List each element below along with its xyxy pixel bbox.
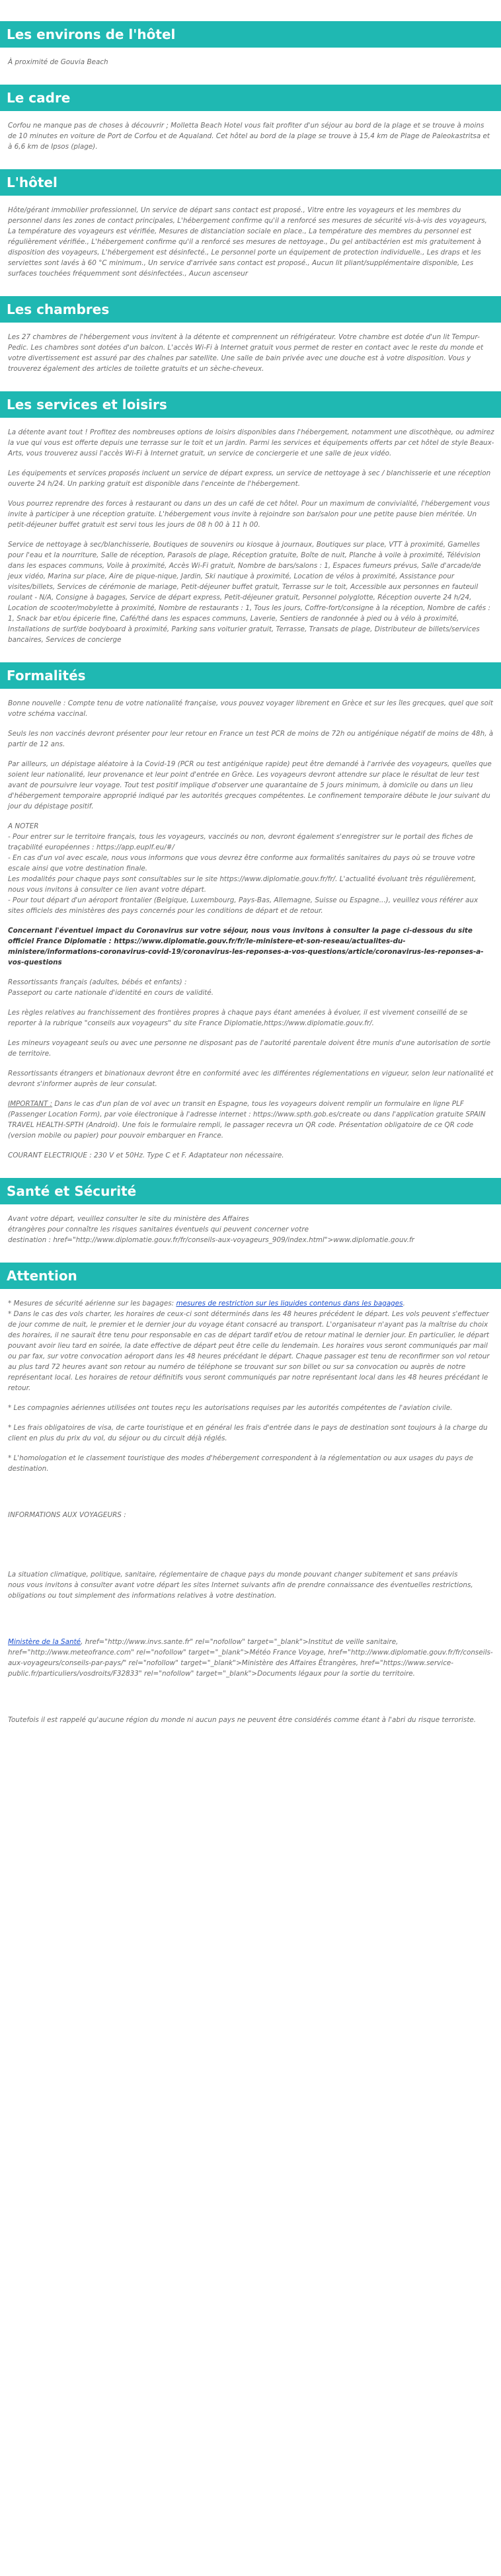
courant-electrique: COURANT ELECTRIQUE : 230 V et 50Hz. Type C et F. Adaptateur non nécessaire. [8,1151,284,1159]
note-title: A NOTER [8,822,39,830]
ressortissants-francais [8,977,494,998]
section-attention [0,1263,501,1725]
attention-compagnies: * Les compagnies aériennes utilisées ont toutes reçu les autorisations requises par les autorités compétentes de l'aviation civile. [8,1404,453,1412]
section-title-hotel: L'hôtel [0,169,501,196]
situation-line: La situation climatique, politique, sanitaire, réglementaire de chaque pays du monde pouvant changer subitement et sans préavis [8,1571,458,1579]
sante-line: Avant votre départ, veuillez consulter le site du ministère des Affaires [8,1215,249,1223]
section-cadre [0,85,501,152]
section-title-services: Les services et loisirs [0,391,501,418]
section-sante [0,1178,501,1245]
bagages-suffix: . [403,1300,405,1308]
important-text: Dans le cas d'un plan de vol avec un transit en Espagne, tous les voyageurs doivent remplir un formulaire en ligne PLF (Passenger Location Form), par voie électronique à l'adresse internet : https://www.spth.gob.es/create ou dans l'application gratuite SPAIN TRAVEL HEALTH-SPTH (Android). Une fois le formulaire rempli, le passager recevra un QR code. Présentation obligatoire de ce QR code (version mobile ou papier) pour pouvoir embarquer en France. [8,1100,486,1140]
section-services [0,391,501,645]
services-paragraph-1: La détente avant tout ! Profitez des nombreuses options de loisirs disponibles dans l'hébergement, notamment une discothèque, ou admirez la vue qui vous est offerte depuis une terrasse sur le toit et un jardin. Parmi les services et équipements offerts par cet hôtel de style Beaux-Arts, vous trouverez aussi l'accès Wi-Fi à Internet gratuit, un service de conciergerie et une salle de jeux vidéo. [8,428,494,457]
section-title-cadre: Le cadre [0,85,501,111]
section-body-formalites [0,698,501,1161]
coronavirus-info: Concernant l'éventuel impact du Coronavirus sur votre séjour, nous vous invitons à consulter la page ci-dessous du site officiel France Diplomatie : https://www.diplomatie.gouv.fr/fr/le-ministere-et-son-reseau/actualites-du-ministere/informations-coronavirus-covid-19/coronavirus-les-reponses-a-vos-questions/article/coronavirus-les-reponses-a-vos-questions [8,927,484,966]
formalites-paragraph-7: Ressortissants étrangers et binationaux devront être en conformité avec les différentes réglementations en vigueur, selon leur nationalité et devront s'informer auprès de leur consulat. [8,1070,494,1088]
formalites-paragraph-5: Les règles relatives au franchissement des frontières propres à chaque pays étant amenées à évoluer, il est vivement conseillé de se reporter à la rubrique "conseils aux voyageurs" du site France Diplomatie,https://www.diplomatie.gouv.fr/. [8,1009,468,1027]
spacer [8,1688,494,1715]
section-title-environs: Les environs de l'hôtel [0,21,501,48]
environs-text: À proximité de Gouvia Beach [8,58,108,66]
sante-line: étrangères pour connaître les risques sanitaires éventuels qui peuvent concerner votre [8,1226,309,1233]
formalites-paragraph-2: Seuls les non vaccinés devront présenter pour leur retour en France un test PCR de moins de 72h ou antigénique négatif de moins de 48h, à partir de 12 ans. [8,730,494,748]
section-hotel [0,169,501,279]
spacer [8,1530,494,1569]
note-line: - Pour tout départ d'un aéroport frontalier (Belgique, Luxembourg, Pays-Bas, Allemagne, Suisse ou Espagne...), veuillez vous référer aux sites officiels des ministères des pays concernés pour les conditions de départ et de retour. [8,896,479,915]
section-body-sante [0,1214,501,1245]
ministere-sante-link[interactable]: Ministère de la Santé [8,1638,81,1646]
services-paragraph-2: Les équipements et services proposés incluent un service de départ express, un service de nettoyage à sec / blanchisserie et une réception ouverte 24 h/24. Un parking gratuit est disponible dans l'enceinte de l'hébergement. [8,469,491,488]
section-chambres [0,296,501,374]
cadre-text: Corfou ne manque pas de choses à découvrir ; Molletta Beach Hotel vous fait profiter d'un séjour au bord de la plage et se trouve à moins de 10 minutes en voiture de Port de Corfou et de Aqualand. Cet hôtel au bord de la plage se trouve à 15,4 km de Plage de Paleokastritsa et à 6,6 km de Ipsos (plage). [8,122,490,151]
section-formalites [0,662,501,1161]
formalites-paragraph-3: Par ailleurs, un dépistage aléatoire à la Covid-19 (PCR ou test antigénique rapide) peut être demandé à l'arrivée des voyageurs, quelles que soient leur nationalité, leur provenance et leur point d'entrée en Grèce. Les voyageurs devront attendre sur place le résultat de leur test avant de poursuivre leur voyage. Tout test positif implique d'observer une quarantaine de 5 jours minimum, à domicile ou dans un lieu d'hébergement temporaire approprié indiqué par les autorités grecques compétentes. Le confinement temporaire débute le jour suivant du jour du dépistage positif. [8,760,492,810]
ressortissants-label: Ressortissants français (adultes, bébés et enfants) : [8,978,187,986]
situation-line: nous vous invitons à consulter avant votre départ les sites Internet suivants afin de prendre connaissance des éventuelles restrictions, obligations ou tout simplement des informations relatives à votre destination. [8,1581,473,1600]
bagages-prefix: * Mesures de sécurité aérienne sur les bagages: [8,1300,176,1308]
formalites-paragraph-6: Les mineurs voyageant seuls ou avec une personne ne disposant pas de l'autorité parentale doivent être munis d'une autorisation de sortie de territoire. [8,1039,491,1058]
section-title-sante: Santé et Sécurité [0,1178,501,1204]
formalites-paragraph-1: Bonne nouvelle : Compte tenu de votre nationalité française, vous pouvez voyager librement en Grèce et sur les îles grecques, quel que soit votre schéma vaccinal. [8,699,493,718]
section-title-chambres: Les chambres [0,296,501,323]
section-body-hotel [0,205,501,279]
informations-voyageurs: INFORMATIONS AUX VOYAGEURS : [8,1511,126,1519]
liquides-restriction-link[interactable]: mesures de restriction sur les liquides contenus dans les bagages [176,1300,403,1308]
section-title-formalites: Formalités [0,662,501,689]
hotel-text: Hôte/gérant immobilier professionnel, Un service de départ sans contact est proposé., Vitre entre les voyageurs et les membres du personnel dans les zones de contact principales, L'hébergement confirme qu'il a renforcé ses mesures de sécurité vis-à-vis des voyageurs, La température des voyageurs est vérifiée, Mesures de distanciation sociale en place., La température des membres du personnel est régulièrement vérifiée., L'hébergement confirme qu'il a renforcé ses mesures de nettoyage., Du gel antibactérien est mis gratuitement à disposition des voyageurs, L'hébergement est désinfecté., Le personnel porte un équipement de protection individuelle., Les draps et les serviettes sont lavés à 60 °C minimum., Un service d'arrivée sans contact est proposé., Aucun lit pliant/supplémentaire disponible, Les surfaces touchées fréquemment sont désinfectées., Aucun ascenseur [8,206,487,278]
attention-frais-visa: * Les frais obligatoires de visa, de carte touristique et en général les frais d'entrée dans le pays de destination sont toujours à la charge du client en plus du prix du vol, du séjour ou du circuit déjà réglés. [8,1424,488,1442]
section-body-chambres [0,332,501,374]
liens-officiels-text: , href="http://www.invs.sante.fr" rel="nofollow" target="_blank">Institut de veille sanitaire, href="http://www.meteofrance.com" rel="nofollow" target="_blank">Météo France Voyage, href="http://www.diplomatie.gouv.fr/fr/conseils-aux-voyageurs/conseils-par-pays/" rel="nofollow" target="_blank">Ministère des Affaires Étrangères, href="https://www.service-public.fr/particuliers/vosdroits/F32833" rel="nofollow" target="_blank">Documents légaux pour la sortie du territoire. [8,1638,493,1678]
important-label: IMPORTANT : [8,1100,53,1108]
attention-liens-officiels [8,1637,494,1679]
section-body-attention [0,1298,501,1725]
section-environs [0,21,501,67]
formalites-note [8,821,494,916]
attention-bagages [8,1298,494,1309]
chambres-text: Les 27 chambres de l'hébergement vous invitent à la détente et comprennent un réfrigérateur. Votre chambre est dotée d'un lit Tempur-Pedic. Les chambres sont dotées d'un balcon. L'accès Wi-Fi à Internet gratuit vous permet de rester en contact avec le reste du monde et votre divertissement est assuré par des chaînes par satellite. Une salle de bain privée avec une douche est à votre disposition. Vous y trouverez également des articles de toilette gratuits et un sèche-cheveux. [8,333,484,373]
attention-homologation: * L'homologation et le classement touristique des modes d'hébergement correspondent à la réglementation ou aux usages du pays de destination. [8,1454,473,1473]
ressortissants-documents: Passeport ou carte nationale d'identité en cours de validité. [8,989,214,997]
section-body-services [0,427,501,645]
attention-vols-charter: * Dans le cas des vols charter, les horaires de ceux-ci sont déterminés dans les 48 heures précédent le départ. Les vols peuvent s'effectuer de jour comme de nuit, le premier et le dernier jour du voyage étant consacré au transport. L'organisateur n'ayant pas la maîtrise du choix des horaires, il ne saurait être tenu pour responsable en cas de départ tardif et/ou de retour matinal le dernier jour. En particulier, le départ pouvant avoir lieu tard en soirée, la date effective de départ peut être celle du lendemain. Les horaires vous seront communiqués par mail ou par fax, sur votre convocation aéroport dans les 48 heures précédant le départ. Chaque passager est tenu de reconfirmer son vol retour au plus tard 72 heures avant son retour au numéro de téléphone se trouvant sur son billet ou sur sa convocation ou auprès de notre représentant local. Les horaires de retour définitifs vous seront communiqués par notre représentant local dans les 48 heures précédant le retour. [8,1310,490,1392]
spacer [8,1483,494,1510]
services-paragraph-3: Vous pourrez reprendre des forces à restaurant ou dans un des un café de cet hôtel. Pour un maximum de convivialité, l'hébergement vous invite à participer à une réception gratuite. L'hébergement vous invite à rejoindre son bar/salon pour une petite pause bien méritée. Un petit-déjeuner buffet gratuit est servi tous les jours de 08 h 00 à 11 h 00. [8,500,490,529]
important-notice [8,1099,494,1141]
note-line: Les modalités pour chaque pays sont consultables sur le site https://www.diplomatie.gouv.fr/fr/. L'actualité évoluant très régulièrement, nous vous invitons à consulter ce lien avant votre départ. [8,875,477,894]
sante-line: destination : href="http://www.diplomatie.gouv.fr/fr/conseils-aux-voyageurs_909/index.html">www.diplomatie.gouv.fr [8,1236,414,1244]
section-body-environs [0,57,501,67]
note-line: - En cas d'un vol avec escale, nous vous informons que vous devrez être conforme aux formalités sanitaires du pays où se trouve votre escale ainsi que votre destination finale. [8,854,475,873]
section-title-attention: Attention [0,1263,501,1289]
section-body-cadre [0,120,501,152]
sante-text [8,1214,494,1245]
attention-situation [8,1569,494,1601]
attention-terrorisme: Toutefois il est rappelé qu'aucune région du monde ni aucun pays ne peuvent être considérés comme étant à l'abri du risque terroriste. [8,1716,477,1724]
spacer [8,1610,494,1637]
services-amenities-list: Service de nettoyage à sec/blanchisserie, Boutiques de souvenirs ou kiosque à journaux, Boutiques sur place, VTT à proximité, Gamelles pour l'eau et la nourriture, Salle de réception, Parasols de plage, Réception gratuite, Boîte de nuit, Planche à voile à proximité, Télévision dans les espaces communs, Voile à proximité, Accès Wi-Fi gratuit, Nombre de bars/salons : 1, Espaces fumeurs prévus, Salle d'arcade/de jeux vidéo, Marina sur place, Aire de pique-nique, Jardin, Ski nautique à proximité, Location de vélos à proximité, Assistance pour visites/billets, Services de cérémonie de mariage, Petit-déjeuner buffet gratuit, Terrasse sur le toit, Accessible aux personnes en fauteuil roulant - N/A, Consigne à bagages, Service de départ express, Petit-déjeuner gratuit, Personnel polyglotte, Réception ouverte 24 h/24, Location de scooter/mobylette à proximité, Nombre de restaurants : 1, Tous les jours, Coffre-fort/consigne à la réception, Nombre de cafés : 1, Snack bar et/ou épicerie fine, Café/thé dans les espaces communs, Laverie, Sentiers de randonnée à pied ou à vélo à proximité, Installations de surf/de bodyboard à proximité, Parking sans voiturier gratuit, Terrasse, Transats de plage, Distributeur de billets/services bancaires, Services de concierge [8,541,491,644]
note-line: - Pour entrer sur le territoire français, tous les voyageurs, vaccinés ou non, devront également s'enregistrer sur le portail des fiches de traçabilité européennes : https://app.euplf.eu/#/ [8,833,473,851]
